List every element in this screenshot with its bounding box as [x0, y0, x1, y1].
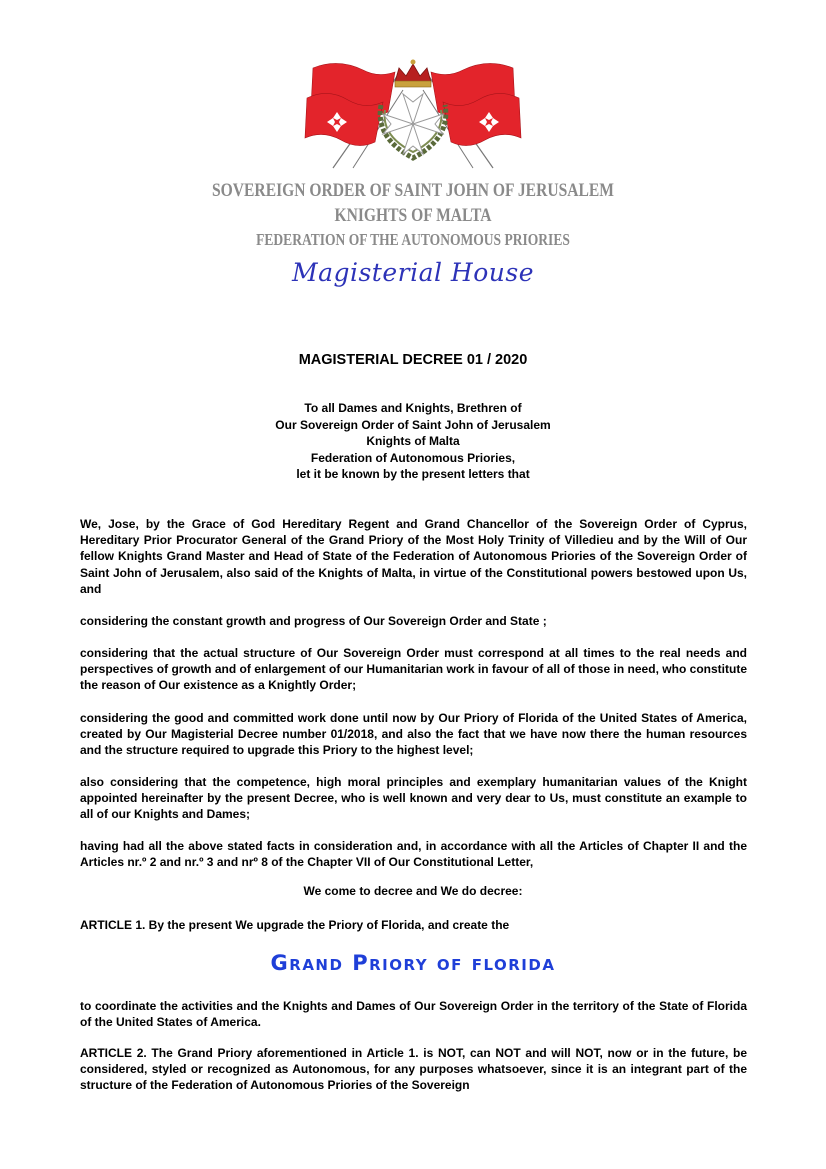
address-block	[0, 400, 826, 483]
address-line: Our Sovereign Order of Saint John of Jerusalem	[275, 417, 551, 432]
paragraph-having-had: having had all the above stated facts in consideration and, in accordance with all the Articles of Chapter II and the Articles nr.º 2 and nr.º 3 and nrº 8 of the Chapter VII of Our Constitutional Letter,	[80, 839, 747, 870]
org-name-line3: FEDERATION OF THE AUTONOMOUS PRIORIES	[256, 230, 570, 249]
grand-priory-heading: Grand Priory of florida	[270, 951, 556, 975]
paragraph-preamble: We, Jose, by the Grace of God Hereditary Regent and Grand Chancellor of the Sovereign Order of Cyprus, Hereditary Prior Procurator General of the Grand Priory of the Most Holy Trinity of Villedieu and by the Will of Our fellow Knights Grand Master and Head of State of the Federation of Autonomous Priories of the Sovereign Order of Saint John of Jerusalem, also said of the Knights of Malta, in virtue of the Constitutional powers bestowed upon Us, and	[80, 517, 747, 596]
maltese-cross-emblem-icon	[303, 50, 523, 175]
paragraph-coordinate: to coordinate the activities and the Knights and Dames of Our Sovereign Order in the territory of the State of Florida of the United States of America.	[80, 999, 747, 1030]
org-name-line1: SOVEREIGN ORDER OF SAINT JOHN OF JERUSALEM	[212, 180, 614, 201]
address-line: Knights of Malta	[366, 434, 460, 448]
org-name-line2: KNIGHTS OF MALTA	[334, 205, 492, 226]
article-1: ARTICLE 1. By the present We upgrade the Priory of Florida, and create the	[80, 918, 510, 932]
paragraph-considering-competence: also considering that the competence, high moral principles and exemplary humanitarian values of the Knight appointed hereinafter by the present Decree, who is well known and very dear to Us, must constitute an example to all of our Knights and Dames;	[80, 775, 747, 822]
paragraph-considering-structure: considering that the actual structure of Our Sovereign Order must correspond at all times to the real needs and perspectives of growth and of enlargement of our Humanitarian work in favour of all of those in need, who constitute the reason of Our existence as a Knightly Order;	[80, 646, 747, 693]
paragraph-considering-work: considering the good and committed work done until now by Our Priory of Florida of the United States of America, created by Our Magisterial Decree number 01/2018, and also the fact that we have now there the human resources and the structure required to upgrade this Priory to the highest level;	[80, 711, 747, 758]
decree-title: MAGISTERIAL DECREE 01 / 2020	[298, 352, 528, 368]
address-line: To all Dames and Knights, Brethren of	[304, 401, 522, 415]
crown-icon	[395, 60, 431, 88]
address-line: Federation of Autonomous Priories,	[310, 450, 516, 465]
decree-statement: We come to decree and We do decree:	[303, 884, 523, 898]
paragraph-considering-growth: considering the constant growth and progress of Our Sovereign Order and State ;	[80, 614, 547, 628]
address-line: let it be known by the present letters that	[296, 467, 530, 481]
article-2: ARTICLE 2. The Grand Priory aforementioned in Article 1. is NOT, can NOT and will NOT, now or in the future, be considered, styled or recognized as Autonomous, for any purposes whatsoever, since it is an integrant part of the structure of the Federation of Autonomous Priories of the Sovereign	[80, 1046, 747, 1093]
magisterial-house-heading: Magisterial House	[291, 258, 535, 287]
